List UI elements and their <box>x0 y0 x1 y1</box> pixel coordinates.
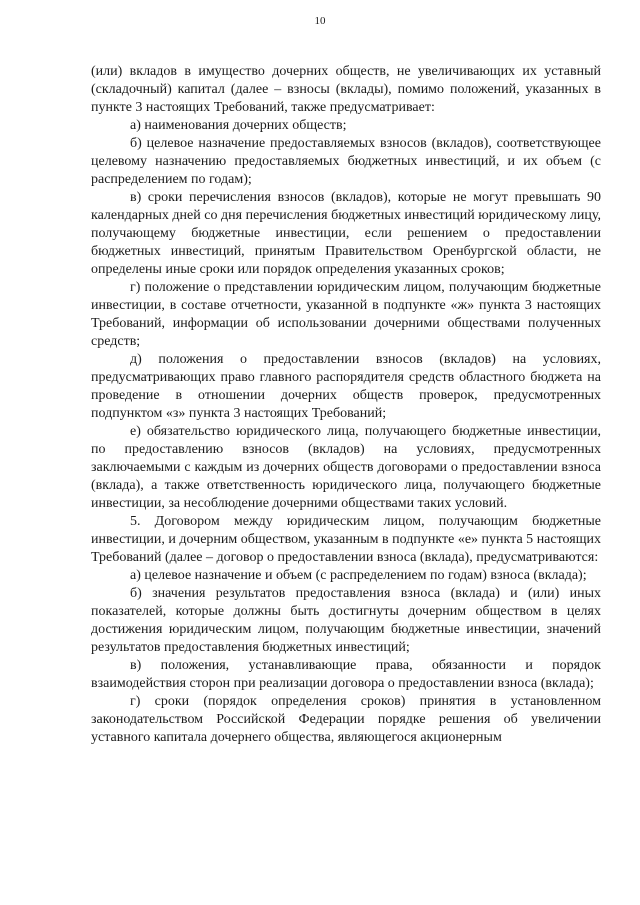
paragraph-5: 5. Договором между юридическим лицом, получающим бюджетные инвестиции, и дочерним обществом, указанным в подпункте «е» пункта 5 настоящих Требований (далее – договор о предоставлении взноса (вклада), предусматриваются: <box>91 514 601 565</box>
list-item-e: е) обязательство юридического лица, получающего бюджетные инвестиции, по предоставлению взносов (вкладов) на условиях, предусмотренных заключаемыми с каждым из дочерних обществ договорами о предоставлении взноса (вклада), а также ответственность юридического лица, получающего бюджетные инвестиции, за несоблюдение дочерними обществами таких условий. <box>91 424 601 511</box>
list-item-g: г) положение о представлении юридическим лицом, получающим бюджетные инвестиции, в составе отчетности, указанной в подпункте «ж» пункта 3 настоящих Требований, информации об использовании дочерними обществами полученных средств; <box>91 280 601 349</box>
list-item-d: д) положения о предоставлении взносов (вкладов) на условиях, предусматривающих право главного распорядителя средств областного бюджета на проведение в отношении дочерних обществ проверок, предусмотренных подпунктом «з» пункта 3 настоящих Требований; <box>91 352 601 421</box>
list-item-b: б) значения результатов предоставления взноса (вклада) и (или) иных показателей, которые должны быть достигнуты дочерним обществом в целях достижения юридическим лицом, получающим бюджетные инвестиции, значений результатов предоставления бюджетных инвестиций; <box>91 586 601 655</box>
list-item-a: а) целевое назначение и объем (с распределением по годам) взноса (вклада); <box>130 568 587 583</box>
page-number: 10 <box>314 15 326 27</box>
paragraph: (или) вкладов в имущество дочерних обществ, не увеличивающих их уставный (складочный) капитал (далее – взносы (вклады), помимо положений, указанных в пункте 3 настоящих Требований, также предусматривает: <box>91 64 601 115</box>
list-item-b: б) целевое назначение предоставляемых взносов (вкладов), соответствующее целевому назначению предоставляемых бюджетных инвестиций, и их объем (с распределением по годам); <box>91 136 601 187</box>
list-item-g: г) сроки (порядок определения сроков) принятия в установленном законодательством Российской Федерации порядке решения об увеличении уставного капитала дочернего общества, являющегося акционерным <box>91 694 601 745</box>
document-body <box>91 63 601 747</box>
list-item-v: в) положения, устанавливающие права, обязанности и порядок взаимодействия сторон при реализации договора о предоставлении взноса (вклада); <box>91 658 601 691</box>
list-item-v: в) сроки перечисления взносов (вкладов), которые не могут превышать 90 календарных дней со дня перечисления бюджетных инвестиций юридическому лицу, получающему бюджетные инвестиции, если решением о предоставлении бюджетных инвестиций, принятым Правительством Оренбургской области, не определены иные сроки или порядок определения указанных сроков; <box>91 190 601 277</box>
list-item-a: а) наименования дочерних обществ; <box>130 118 347 133</box>
